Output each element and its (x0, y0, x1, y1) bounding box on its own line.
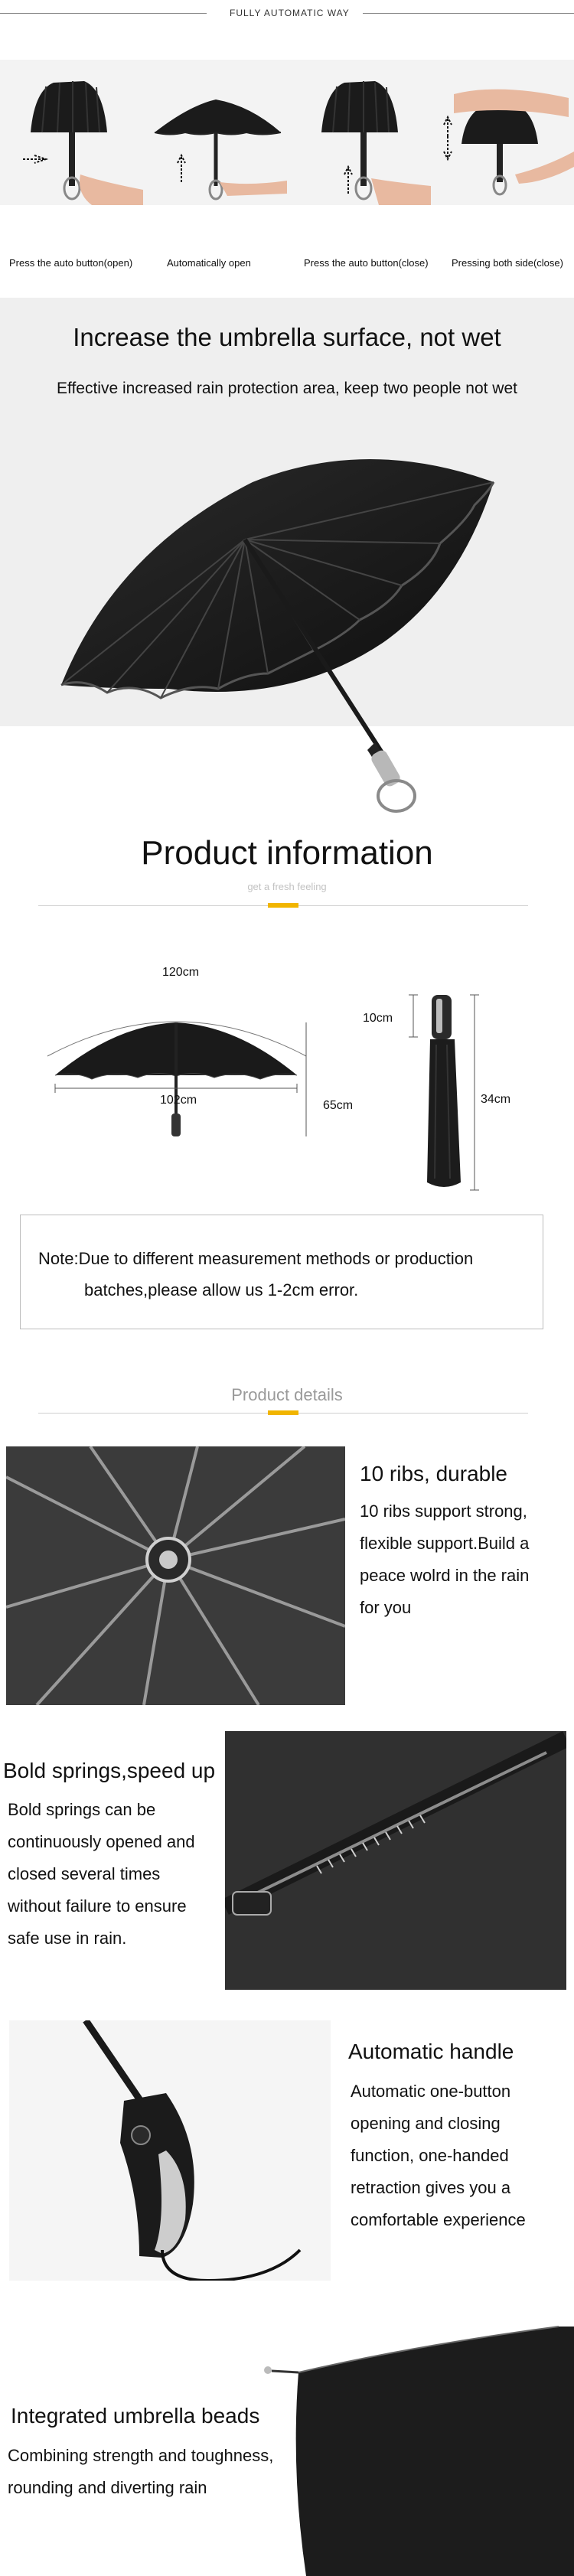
feature-line: Automatic one-button (351, 2082, 511, 2101)
feature-line: rounding and diverting rain (8, 2478, 207, 2497)
feature-line: Combining strength and toughness, (8, 2446, 274, 2465)
dim-height-open: 65cm (323, 1099, 354, 1112)
feature-text-beads (8, 2440, 273, 2504)
info-accent-bar (268, 903, 298, 908)
section-caption: FULLY AUTOMATIC WAY (230, 8, 350, 18)
feature-line: Bold springs can be (8, 1800, 156, 1819)
ribs-photo (6, 1446, 345, 1705)
note-line-2: batches,please allow us 1-2cm error. (84, 1280, 359, 1299)
step-image-open-button (0, 60, 143, 205)
product-info-tagline: get a fresh feeling (247, 881, 327, 892)
feature-line: for you (360, 1598, 412, 1617)
feature-text-springs (8, 1794, 195, 1955)
springs-photo (225, 1731, 566, 1990)
feature-title-springs: Bold springs,speed up (3, 1759, 216, 1782)
step-image-press-both (431, 60, 574, 205)
feature-line: peace wolrd in the rain (360, 1566, 530, 1585)
note-line-1: Note:Due to different measurement methods or production (38, 1249, 474, 1268)
product-info-title: Product information (141, 834, 433, 872)
surface-title: Increase the umbrella surface, not wet (73, 323, 501, 351)
open-umbrella-diagram (38, 957, 314, 1186)
step-label-2: Automatically open (167, 257, 251, 269)
feature-line: continuously opened and (8, 1832, 195, 1851)
step-image-auto-open (143, 60, 287, 205)
step-label-3: Press the auto button(close) (304, 257, 429, 269)
details-title: Product details (231, 1385, 343, 1404)
feature-line: comfortable experience (351, 2210, 526, 2229)
step-image-close-button (287, 60, 431, 205)
dim-width-top: 120cm (162, 966, 200, 979)
dim-width-canopy: 102cm (160, 1094, 197, 1107)
details-accent-bar (268, 1410, 298, 1415)
caption-rule-right (363, 13, 574, 14)
feature-line: opening and closing (351, 2114, 501, 2133)
caption-rule-left (0, 13, 207, 14)
open-umbrella-image (0, 413, 574, 827)
surface-subtitle: Effective increased rain protection area, keep two people not wet (57, 380, 517, 397)
feature-line: without failure to ensure (8, 1896, 187, 1916)
feature-title-handle: Automatic handle (348, 2040, 514, 2063)
feature-text-ribs (360, 1495, 529, 1624)
feature-line: closed several times (8, 1864, 161, 1883)
dim-length-closed: 34cm (481, 1093, 511, 1106)
feature-line: flexible support.Build a (360, 1534, 530, 1553)
feature-line: safe use in rain. (8, 1929, 127, 1948)
handle-photo (9, 2020, 331, 2281)
feature-title-beads: Integrated umbrella beads (11, 2404, 260, 2428)
feature-title-ribs: 10 ribs, durable (360, 1462, 508, 1485)
step-label-1: Press the auto button(open) (9, 257, 133, 269)
feature-text-handle (351, 2075, 526, 2236)
step-label-4: Pressing both side(close) (452, 257, 563, 269)
feature-line: 10 ribs support strong, (360, 1502, 527, 1521)
feature-line: retraction gives you a (351, 2178, 511, 2197)
beads-photo (260, 2319, 574, 2576)
feature-line: function, one-handed (351, 2146, 509, 2165)
dim-handle: 10cm (363, 1012, 393, 1025)
